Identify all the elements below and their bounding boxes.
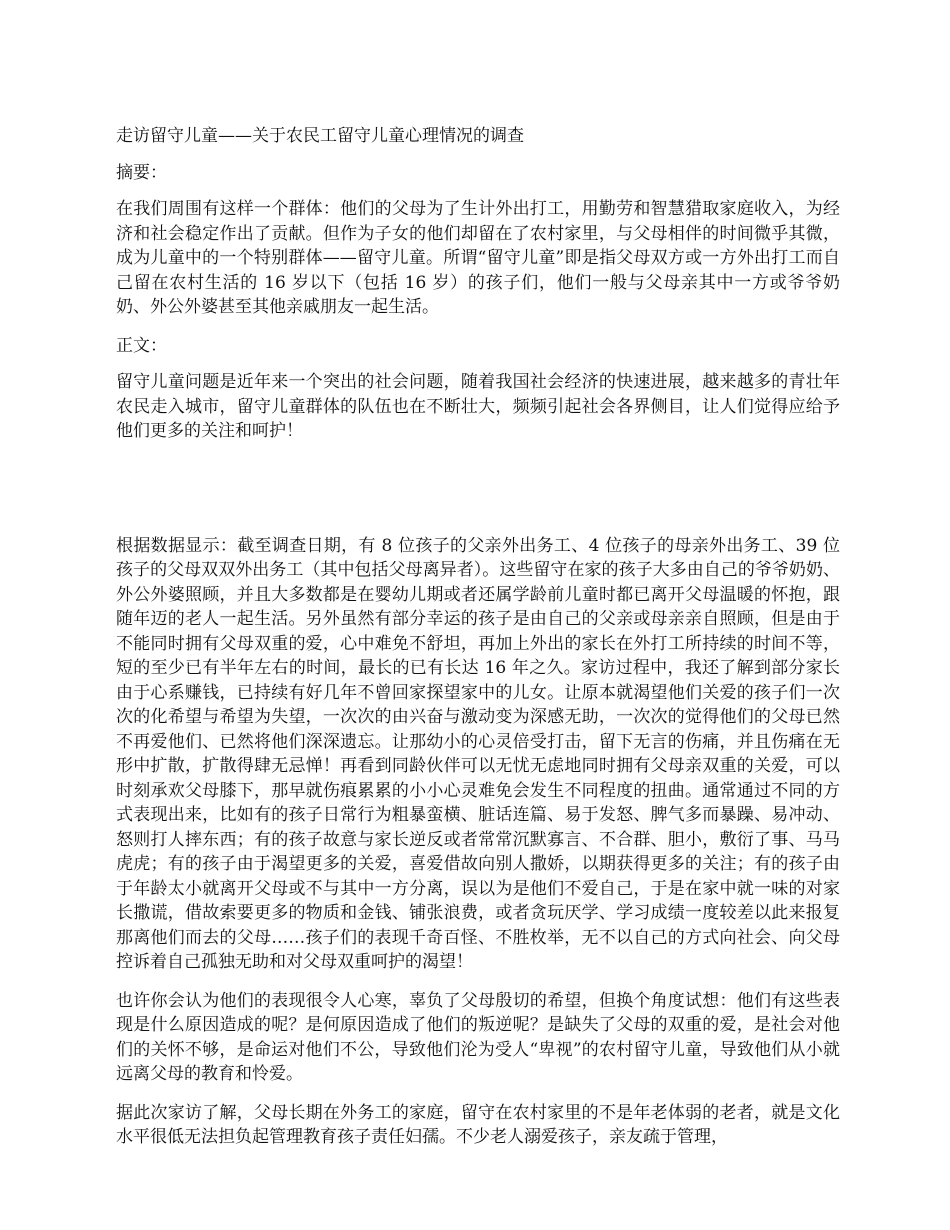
body-paragraph-3: 也许你会认为他们的表现很令人心寒，辜负了父母殷切的希望，但换个角度试想：他们有这些表现是什么原因造成的呢？是何原因造成了他们的叛逆呢？是缺失了父母的双重的爱，是社会对他们的关怀不够，是命运对他们不公，导致他们沦为受人“卑视”的农村留守儿童，导致他们从小就远离父母的教育和怜爱。 bbox=[116, 990, 840, 1084]
document-title: 走访留守儿童——关于农民工留守儿童心理情况的调查 bbox=[116, 126, 524, 146]
body-paragraph-2: 根据数据显示：截至调查日期，有 8 位孩子的父亲外出务工、4 位孩子的母亲外出务工、39 位孩子的父母双双外出务工（其中包括父母离异者）。这些留守在家的孩子大多由自己的爷爷奶奶、外公外婆照顾，并且大多数都是在婴幼儿期或者还属学龄前儿童时都已离开父母温暖的怀抱，跟随年迈的老人一起生活。另外虽然有部分幸运的孩子是由自己的父亲或母亲亲自照顾，但是由于不能同时拥有父母双重的爱，心中难免不舒坦，再加上外出的家长在外打工所持续的时间不等，短的至少已有半年左右的时间，最长的已有长达 16 年之久。家访过程中，我还了解到部分家长由于心系赚钱，已持续有好几年不曾回家探望家中的儿女。让原本就渴望他们关爱的孩子们一次次的化希望与希望为失望，一次次的由兴奋与激动变为深感无助，一次次的觉得他们的父母已然不再爱他们、已然将他们深深遗忘。让那幼小的心灵倍受打击，留下无言的伤痛，并且伤痛在无形中扩散，扩散得肆无忌惮！再看到同龄伙伴可以无忧无虑地同时拥有父母亲双重的关爱，可以时刻承欢父母膝下，那早就伤痕累累的小小心灵难免会发生不同程度的扭曲。通常通过不同的方式表现出来，比如有的孩子日常行为粗暴蛮横、脏话连篇、易于发怒、脾气多而暴躁、易冲动、怒则打人摔东西；有的孩子故意与家长逆反或者常常沉默寡言、不合群、胆小，敷衍了事、马马虎虎；有的孩子由于渴望更多的关爱，喜爱借故向别人撒娇，以期获得更多的关注；有的孩子由于年龄太小就离开父母或不与其中一方分离，误以为是他们不爱自己，于是在家中就一味的对家长撒谎，借故索要更多的物质和金钱、铺张浪费，或者贪玩厌学、学习成绩一度较差以此来报复那离他们而去的父母……孩子们的表现千奇百怪、不胜枚举，无不以自己的方式向社会、向父母控诉着自己孤独无助和对父母双重呵护的渴望！ bbox=[116, 535, 840, 972]
blank-gap bbox=[116, 458, 840, 534]
abstract-label: 摘要： bbox=[116, 162, 167, 183]
abstract-paragraph: 在我们周围有这样一个群体：他们的父母为了生计外出打工，用勤劳和智慧猎取家庭收入，为经济和社会稳定作出了贡献。但作为子女的他们却留在了农村家里，与父母相伴的时间微乎其微，成为儿童中的一个特别群体——留守儿童。所谓“留守儿童”即是指父母双方或一方外出打工而自己留在农村生活的 16 岁以下（包括 16 岁）的孩子们，他们一般与父母亲其中一方或爷爷奶奶、外公外婆甚至其他亲戚朋友一起生活。 bbox=[116, 199, 840, 317]
body-paragraph-1: 留守儿童问题是近年来一个突出的社会问题，随着我国社会经济的快速进展，越来越多的青壮年农民走入城市，留守儿童群体的队伍也在不断壮大，频频引起社会各界侧目，让人们觉得应给予他们更多的关注和呵护！ bbox=[116, 372, 840, 441]
body-label: 正文： bbox=[116, 335, 167, 356]
document-body bbox=[116, 124, 840, 1164]
body-paragraph-4: 据此次家访了解，父母长期在外务工的家庭，留守在农村家里的不是年老体弱的老者，就是文化水平很低无法担负起管理教育孩子责任妇孺。不少老人溺爱孩子，亲友疏于管理， bbox=[116, 1102, 840, 1147]
